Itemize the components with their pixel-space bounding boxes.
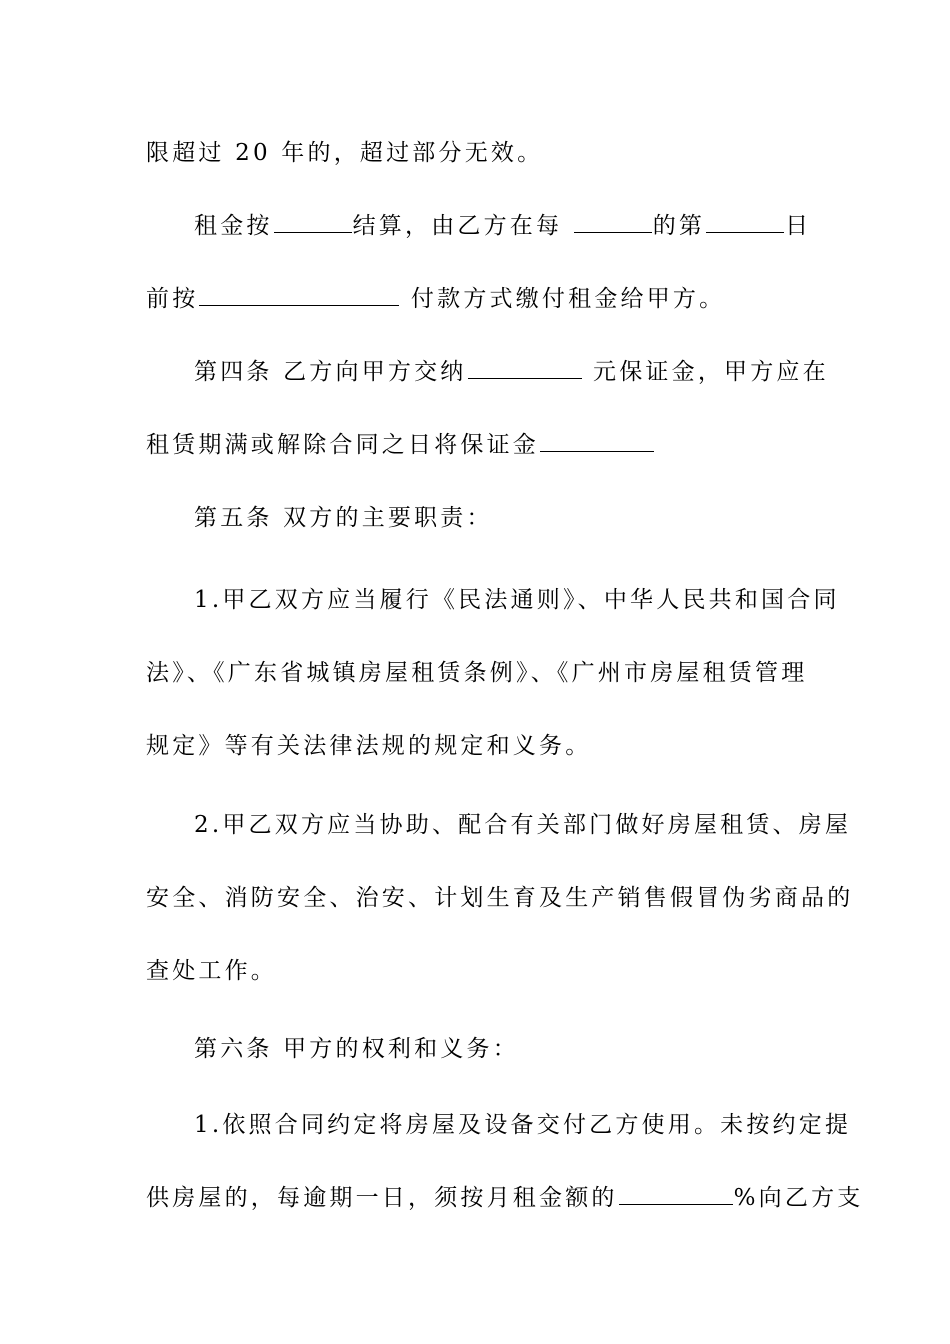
text: 结算，由乙方在每 <box>352 213 573 239</box>
text: 1.依照合同约定将房屋及设备交付乙方使用。未按约定提 <box>194 1112 852 1138</box>
paragraph-line <box>146 284 810 314</box>
paragraph-line <box>194 585 840 615</box>
paragraph-line <box>194 357 829 387</box>
fill-blank <box>540 431 654 452</box>
text: 租金按 <box>194 213 273 239</box>
fill-blank <box>619 1184 733 1205</box>
text: 第六条 甲方的权利和义务： <box>194 1036 519 1062</box>
text: 1.甲乙双方应当履行《民法通则》、中华人民共和国合同 <box>194 587 840 613</box>
text: 付款方式缴付租金给甲方。 <box>400 286 726 312</box>
paragraph-line <box>146 1183 864 1213</box>
text: 规定》等有关法律法规的规定和义务。 <box>146 733 592 759</box>
text: 第五条 双方的主要职责： <box>194 505 493 531</box>
text: 前按 <box>146 286 199 312</box>
section-heading <box>194 503 810 533</box>
paragraph-line <box>146 430 810 460</box>
paragraph-line <box>146 956 810 986</box>
fill-blank <box>468 358 582 379</box>
paragraph-line <box>194 810 852 840</box>
text: 法》、《广东省城镇房屋租赁条例》、《广州市房屋租赁管理 <box>146 660 808 686</box>
fill-blank <box>274 212 352 233</box>
paragraph-line <box>146 731 810 761</box>
paragraph-line <box>194 211 810 241</box>
paragraph-line <box>146 138 810 168</box>
text: 安全、消防安全、治安、计划生育及生产销售假冒伪劣商品的 <box>146 885 854 911</box>
paragraph-line <box>194 1110 852 1140</box>
fill-blank <box>706 212 784 233</box>
fill-blank <box>199 285 399 306</box>
paragraph-line <box>146 658 810 688</box>
text: 2.甲乙双方应当协助、配合有关部门做好房屋租赁、房屋 <box>194 812 852 838</box>
fill-blank <box>574 212 652 233</box>
text: 日 <box>785 213 812 239</box>
text: %向乙方支 <box>733 1185 864 1211</box>
text: 供房屋的，每逾期一日，须按月租金额的 <box>146 1185 618 1211</box>
text: 租赁期满或解除合同之日将保证金 <box>146 432 539 458</box>
section-heading <box>194 1034 810 1064</box>
text: 元保证金，甲方应在 <box>582 359 829 385</box>
text: 的第 <box>652 213 706 239</box>
text: 限超过 20 年的，超过部分无效。 <box>146 140 544 166</box>
text: 查处工作。 <box>146 958 277 984</box>
text: 第四条 乙方向甲方交纳 <box>194 359 467 385</box>
paragraph-line <box>146 883 854 913</box>
